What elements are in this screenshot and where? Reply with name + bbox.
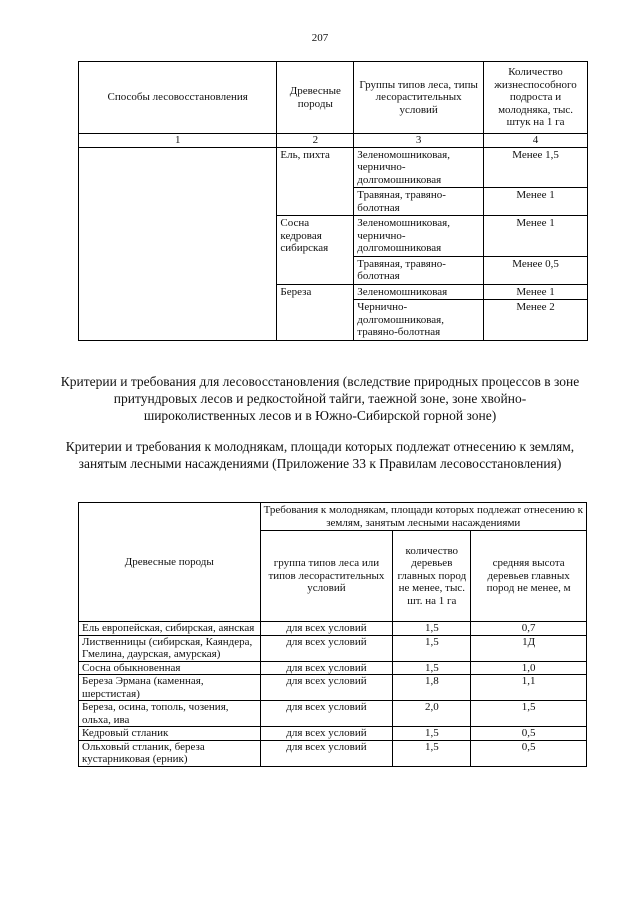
methods-cell	[79, 147, 277, 340]
height-cell: 0,7	[471, 622, 587, 636]
conditions-cell: для всех условий	[260, 622, 393, 636]
header-forest-type-group: группа типов леса или типов лесорастительных условий	[260, 531, 393, 622]
header-species: Древесные породы	[277, 62, 354, 134]
table-row	[79, 701, 587, 727]
table-row	[79, 147, 588, 188]
conditions-cell: для всех условий	[260, 635, 393, 661]
header-methods: Способы лесовосстановления	[79, 62, 277, 134]
count-cell: 1,5	[393, 661, 471, 675]
count-cell: Менее 1	[484, 188, 588, 216]
species-cell: Ель, пихта	[277, 147, 354, 216]
table-row	[79, 727, 587, 741]
column-number: 3	[354, 134, 484, 148]
height-cell: 1,5	[471, 701, 587, 727]
height-cell: 1,1	[471, 675, 587, 701]
column-number: 1	[79, 134, 277, 148]
conditions-cell: для всех условий	[260, 675, 393, 701]
count-cell: 1,5	[393, 622, 471, 636]
species-cell: Береза, осина, тополь, чозения, ольха, ива	[79, 701, 261, 727]
count-cell: Менее 2	[484, 300, 588, 341]
species-cell: Береза Эрмана (каменная, шерстистая)	[79, 675, 261, 701]
page-number: 207	[311, 32, 329, 44]
table-header-row	[79, 503, 587, 531]
count-cell: 1,5	[393, 727, 471, 741]
table-row	[79, 635, 587, 661]
forest-type-cell: Чернично-долгомошниковая, травяно-болотная	[354, 300, 484, 341]
forest-type-cell: Травяная, травяно-болотная	[354, 188, 484, 216]
species-cell: Кедровый стланик	[79, 727, 261, 741]
species-cell: Береза	[277, 284, 354, 340]
count-cell: 1,8	[393, 675, 471, 701]
count-cell: Менее 1	[484, 284, 588, 300]
species-cell: Сосна кедровая сибирская	[277, 216, 354, 285]
species-cell: Сосна обыкновенная	[79, 661, 261, 675]
header-requirements: Требования к молоднякам, площади которых подлежат отнесению к землям, занятым лесными насаждениями	[260, 503, 586, 531]
table-header-row	[79, 62, 588, 134]
count-cell: 1,5	[393, 635, 471, 661]
header-undergrowth-count: Количество жизнеспособного подроста и молодняка, тыс. штук на 1 га	[484, 62, 588, 134]
forest-type-cell: Зеленомошниковая, чернично-долгомошниковая	[354, 216, 484, 257]
conditions-cell: для всех условий	[260, 740, 393, 766]
species-cell: Лиственницы (сибирская, Каяндера, Гмелина, даурская, амурская)	[79, 635, 261, 661]
height-cell: 1,0	[471, 661, 587, 675]
species-cell: Ольховый стланик, береза кустарниковая (ерник)	[79, 740, 261, 766]
section-heading: Критерии и требования для лесовосстановления (вследствие природных процессов в зоне притундровых лесов и редкостойной тайги, таежной зоне, зоне хвойно-широколиственных лесов и в Южно-Сибирской горной зоне)	[60, 374, 580, 423]
height-cell: 1Д	[471, 635, 587, 661]
height-cell: 0,5	[471, 727, 587, 741]
table-row	[79, 740, 587, 766]
height-cell: 0,5	[471, 740, 587, 766]
column-number-row	[79, 134, 588, 148]
count-cell: 2,0	[393, 701, 471, 727]
table-row	[79, 661, 587, 675]
conditions-cell: для всех условий	[260, 727, 393, 741]
section-heading: Критерии и требования к молоднякам, площади которых подлежат отнесению к землям, занятым лесными насаждениями (Приложение 33 к Правилам лесовосстановления)	[65, 439, 575, 471]
forest-type-cell: Зеленомошниковая	[354, 284, 484, 300]
forest-type-cell: Травяная, травяно-болотная	[354, 256, 484, 284]
count-cell: Менее 1	[484, 216, 588, 257]
species-cell: Ель европейская, сибирская, аянская	[79, 622, 261, 636]
column-number: 2	[277, 134, 354, 148]
forest-type-cell: Зеленомошниковая, чернично-долгомошниковая	[354, 147, 484, 188]
table-row	[79, 622, 587, 636]
restoration-methods-table	[78, 61, 588, 341]
young-stands-requirements-table	[78, 502, 587, 767]
count-cell: Менее 0,5	[484, 256, 588, 284]
column-number: 4	[484, 134, 588, 148]
header-species: Древесные породы	[79, 503, 261, 622]
count-cell: 1,5	[393, 740, 471, 766]
count-cell: Менее 1,5	[484, 147, 588, 188]
header-average-height: средняя высота деревьев главных пород не менее, м	[471, 531, 587, 622]
header-forest-types: Группы типов леса, типы лесорастительных условий	[354, 62, 484, 134]
header-tree-count: количество деревьев главных пород не менее, тыс. шт. на 1 га	[393, 531, 471, 622]
table-row	[79, 675, 587, 701]
conditions-cell: для всех условий	[260, 661, 393, 675]
conditions-cell: для всех условий	[260, 701, 393, 727]
